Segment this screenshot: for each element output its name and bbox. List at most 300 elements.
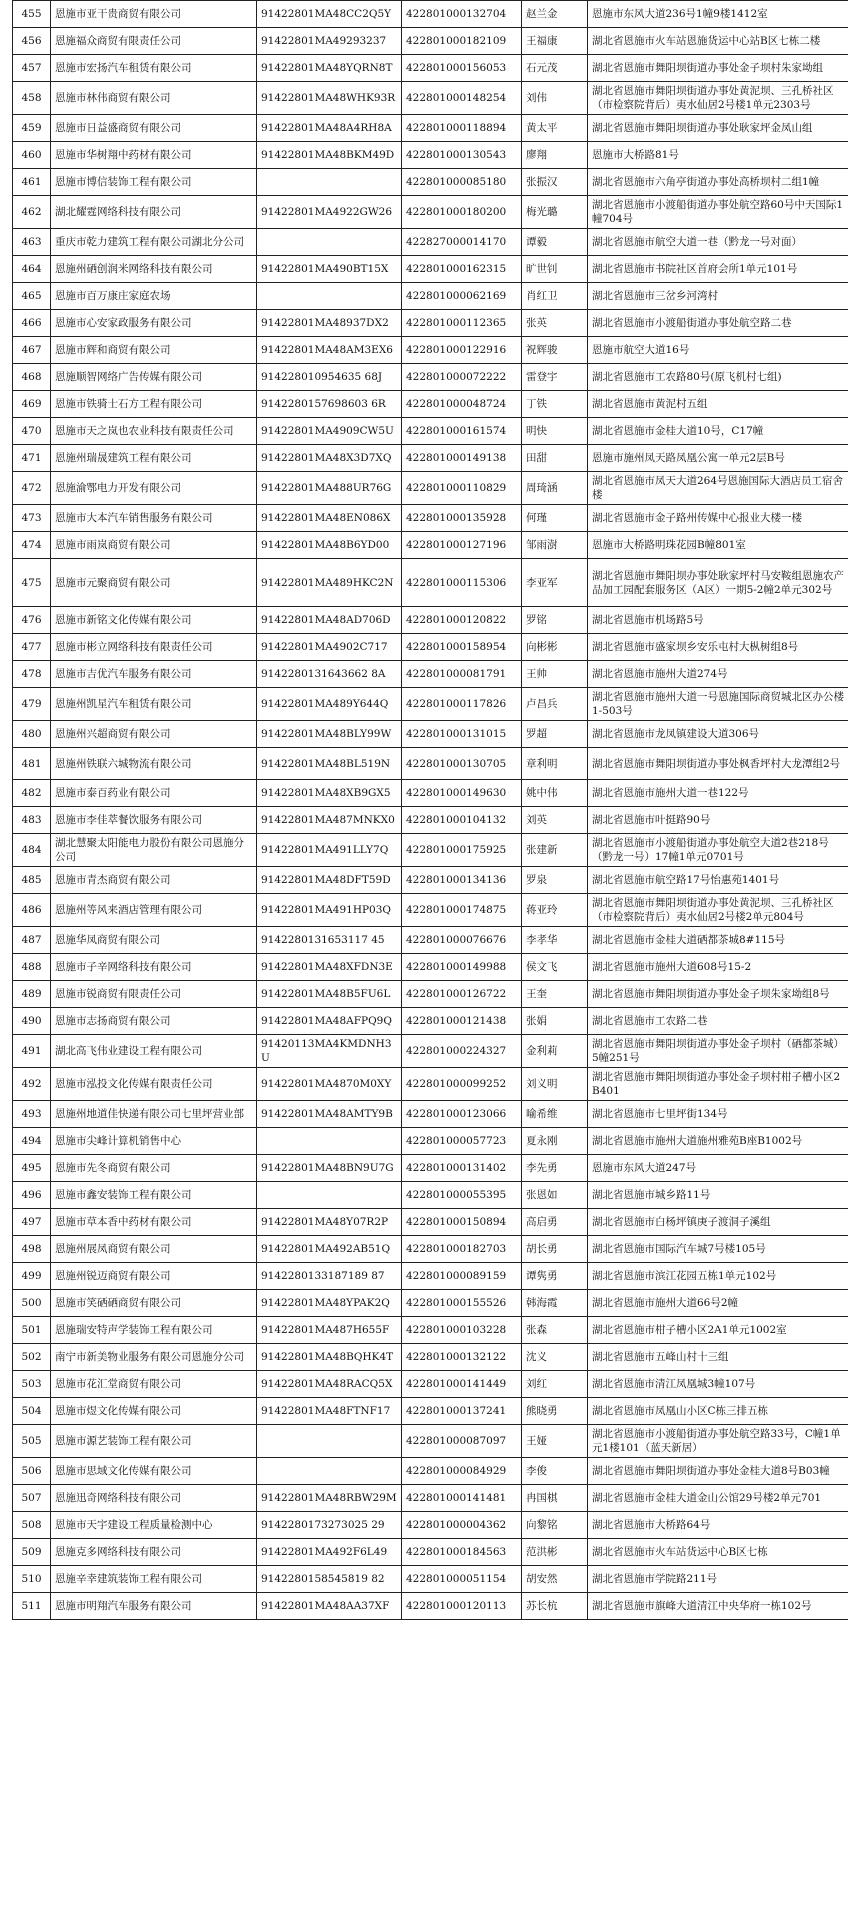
row-number-cell: 496 [13,1182,51,1209]
company-name-cell: 恩施州兴超商贸有限公司 [51,721,257,748]
table-row [13,634,848,661]
registration-number-cell: 422801000182109 [402,28,522,55]
row-number-cell: 480 [13,721,51,748]
address-cell: 湖北省恩施市舞阳坝街道办事处金桂大道8号B03幢 [588,1458,848,1485]
company-name-cell: 恩施市天宇建设工程质量检测中心 [51,1512,257,1539]
registration-number-cell: 422801000132704 [402,1,522,28]
address-cell: 湖北省恩施市盛家坝乡安乐屯村大枞树组8号 [588,634,848,661]
credit-code-cell: 91422801MA49293237 [257,28,402,55]
company-name-cell: 恩施市思域文化传媒有限公司 [51,1458,257,1485]
legal-representative-cell: 张娟 [522,1008,588,1035]
credit-code-cell: 91422801MA48B5FU6L [257,981,402,1008]
address-cell: 湖北省恩施市凤凰山小区C栋三排五栋 [588,1398,848,1425]
row-number-cell: 508 [13,1512,51,1539]
table-row [13,1371,848,1398]
row-number-cell: 492 [13,1068,51,1101]
registration-number-cell: 422801000149988 [402,954,522,981]
table-row [13,1317,848,1344]
credit-code-cell: 91422801MA48AMTY9B [257,1101,402,1128]
legal-representative-cell: 王福康 [522,28,588,55]
company-name-cell: 恩施州瑞晟建筑工程有限公司 [51,445,257,472]
table-row [13,115,848,142]
credit-code-cell: 91422801MA48WHK93R [257,82,402,115]
address-cell: 湖北省恩施市航空大道一巷（黔龙一号对面） [588,229,848,256]
credit-code-cell: 91422801MA4909CW5U [257,418,402,445]
company-name-cell: 恩施市大本汽车销售服务有限公司 [51,505,257,532]
row-number-cell: 472 [13,472,51,505]
company-name-cell: 恩施市心安家政服务有限公司 [51,310,257,337]
legal-representative-cell: 刘红 [522,1371,588,1398]
table-row [13,1485,848,1512]
row-number-cell: 459 [13,115,51,142]
row-number-cell: 484 [13,834,51,867]
row-number-cell: 476 [13,607,51,634]
row-number-cell: 495 [13,1155,51,1182]
row-number-cell: 498 [13,1236,51,1263]
table-row [13,142,848,169]
legal-representative-cell: 张森 [522,1317,588,1344]
registration-number-cell: 422801000099252 [402,1068,522,1101]
company-name-cell: 恩施州地道佳快递有限公司七里坪营业部 [51,1101,257,1128]
company-name-cell: 恩施市泰百药业有限公司 [51,780,257,807]
company-name-cell: 恩施顺智网络广告传媒有限公司 [51,364,257,391]
company-name-cell: 恩施市新铭文化传媒有限公司 [51,607,257,634]
table-row [13,1209,848,1236]
row-number-cell: 482 [13,780,51,807]
row-number-cell: 464 [13,256,51,283]
address-cell: 湖北省恩施市舞阳坝街道办事处金子坝村朱家坳组 [588,55,848,82]
registration-number-cell: 422801000174875 [402,894,522,927]
legal-representative-cell: 沈义 [522,1344,588,1371]
credit-code-cell: 91422801MA48EN086X [257,505,402,532]
registration-number-cell: 422827000014170 [402,229,522,256]
table-row [13,1068,848,1101]
address-cell: 湖北省恩施市小渡船街道办事处航空路二巷 [588,310,848,337]
credit-code-cell: 91422801MA48BKM49D [257,142,402,169]
row-number-cell: 487 [13,927,51,954]
legal-representative-cell: 卢昌兵 [522,688,588,721]
credit-code-cell: 91422801MA491HP03Q [257,894,402,927]
legal-representative-cell: 罗铭 [522,607,588,634]
legal-representative-cell: 张振汉 [522,169,588,196]
credit-code-cell: 91422801MA489Y644Q [257,688,402,721]
company-name-cell: 恩施市铁骑士石方工程有限公司 [51,391,257,418]
table-row [13,1035,848,1068]
address-cell: 湖北省恩施市施州大道274号 [588,661,848,688]
address-cell: 湖北省恩施市施州大道608号15-2 [588,954,848,981]
address-cell: 湖北省恩施市大桥路64号 [588,1512,848,1539]
legal-representative-cell: 雷登宇 [522,364,588,391]
table-row [13,1263,848,1290]
table-row [13,1101,848,1128]
legal-representative-cell: 谭毅 [522,229,588,256]
address-cell: 恩施市航空大道16号 [588,337,848,364]
legal-representative-cell: 夏永刚 [522,1128,588,1155]
row-number-cell: 494 [13,1128,51,1155]
row-number-cell: 490 [13,1008,51,1035]
address-cell: 湖北省恩施市黄泥村五组 [588,391,848,418]
credit-code-cell: 91422801MA48BQHK4T [257,1344,402,1371]
table-row [13,1,848,28]
address-cell: 湖北省恩施市七里坪街134号 [588,1101,848,1128]
registration-number-cell: 422801000112365 [402,310,522,337]
legal-representative-cell: 邹雨澍 [522,532,588,559]
legal-representative-cell: 丁铁 [522,391,588,418]
company-name-cell: 恩施市元聚商贸有限公司 [51,559,257,607]
row-number-cell: 499 [13,1263,51,1290]
table-row [13,256,848,283]
legal-representative-cell: 张建新 [522,834,588,867]
company-name-cell: 恩施市吉优汽车服务有限公司 [51,661,257,688]
registration-number-cell: 422801000175925 [402,834,522,867]
table-row [13,1182,848,1209]
address-cell: 湖北省恩施市小渡船街道办事处航空大道2巷218号（黔龙一号）17幢1单元0701号 [588,834,848,867]
address-cell: 湖北省恩施市龙凤镇建设大道306号 [588,721,848,748]
address-cell: 湖北省恩施市舞阳坝街道办事处金子坝村（硒都茶城）5幢251号 [588,1035,848,1068]
address-cell: 湖北省恩施市白杨坪镇庚子渡洞子溪组 [588,1209,848,1236]
table-row [13,780,848,807]
company-name-cell: 恩施市百万康庄家庭农场 [51,283,257,310]
credit-code-cell: 91422801MA48AFPQ9Q [257,1008,402,1035]
registration-number-cell: 422801000057723 [402,1128,522,1155]
company-name-cell: 恩施市李佳萃餐饮服务有限公司 [51,807,257,834]
company-registry-table [12,0,848,1620]
registration-number-cell: 422801000134136 [402,867,522,894]
registration-number-cell: 422801000148254 [402,82,522,115]
row-number-cell: 468 [13,364,51,391]
credit-code-cell [257,283,402,310]
legal-representative-cell: 肖红卫 [522,283,588,310]
address-cell: 湖北省恩施市金子路州传媒中心报业大楼一楼 [588,505,848,532]
row-number-cell: 481 [13,748,51,780]
credit-code-cell: 91422801MA488UR76G [257,472,402,505]
row-number-cell: 477 [13,634,51,661]
company-name-cell: 恩施市鑫安装饰工程有限公司 [51,1182,257,1209]
legal-representative-cell: 田甜 [522,445,588,472]
registration-number-cell: 422801000131402 [402,1155,522,1182]
legal-representative-cell: 张英 [522,310,588,337]
row-number-cell: 501 [13,1317,51,1344]
credit-code-cell: 91422801MA4870M0XY [257,1068,402,1101]
credit-code-cell [257,1425,402,1458]
table-row [13,1236,848,1263]
company-name-cell: 恩施市雨岚商贸有限公司 [51,532,257,559]
address-cell: 湖北省恩施市金桂大道10号，C17幢 [588,418,848,445]
legal-representative-cell: 冉国棋 [522,1485,588,1512]
legal-representative-cell: 王奎 [522,981,588,1008]
row-number-cell: 488 [13,954,51,981]
credit-code-cell: 9142280157698603 6R [257,391,402,418]
table-row [13,688,848,721]
row-number-cell: 506 [13,1458,51,1485]
legal-representative-cell: 胡安然 [522,1566,588,1593]
row-number-cell: 456 [13,28,51,55]
registration-number-cell: 422801000156053 [402,55,522,82]
company-name-cell: 恩施州展凤商贸有限公司 [51,1236,257,1263]
legal-representative-cell: 何瑾 [522,505,588,532]
address-cell: 湖北省恩施市清江凤凰城3幢107号 [588,1371,848,1398]
company-name-cell: 恩施市志扬商贸有限公司 [51,1008,257,1035]
row-number-cell: 502 [13,1344,51,1371]
credit-code-cell: 91422801MA48XFDN3E [257,954,402,981]
row-number-cell: 503 [13,1371,51,1398]
company-name-cell: 恩施市明翔汽车服务有限公司 [51,1593,257,1620]
company-name-cell: 恩施市煜文化传媒有限公司 [51,1398,257,1425]
company-name-cell: 恩施市博信装饰工程有限公司 [51,169,257,196]
registration-number-cell: 422801000130543 [402,142,522,169]
row-number-cell: 511 [13,1593,51,1620]
row-number-cell: 507 [13,1485,51,1512]
row-number-cell: 473 [13,505,51,532]
registration-number-cell: 422801000118894 [402,115,522,142]
credit-code-cell: 9142280173273025 29 [257,1512,402,1539]
row-number-cell: 479 [13,688,51,721]
address-cell: 湖北省恩施市国际汽车城7号楼105号 [588,1236,848,1263]
legal-representative-cell: 黄太平 [522,115,588,142]
legal-representative-cell: 李孝华 [522,927,588,954]
row-number-cell: 497 [13,1209,51,1236]
table-row [13,28,848,55]
row-number-cell: 483 [13,807,51,834]
address-cell: 湖北省恩施市火车站货运中心B区七栋 [588,1539,848,1566]
table-row [13,1128,848,1155]
credit-code-cell: 91422801MA490BT15X [257,256,402,283]
credit-code-cell: 91422801MA48RBW29M [257,1485,402,1512]
credit-code-cell [257,1182,402,1209]
registration-number-cell: 422801000121438 [402,1008,522,1035]
company-name-cell: 恩施辛幸建筑装饰工程有限公司 [51,1566,257,1593]
credit-code-cell: 9142280131653117 45 [257,927,402,954]
legal-representative-cell: 喻希维 [522,1101,588,1128]
registration-number-cell: 422801000085180 [402,169,522,196]
credit-code-cell: 91422801MA48Y07R2P [257,1209,402,1236]
credit-code-cell: 91422801MA48XB9GX5 [257,780,402,807]
registration-number-cell: 422801000224327 [402,1035,522,1068]
company-name-cell: 湖北慧聚太阳能电力股份有限公司恩施分公司 [51,834,257,867]
legal-representative-cell: 范洪彬 [522,1539,588,1566]
credit-code-cell: 91422801MA48BLY99W [257,721,402,748]
table-row [13,1344,848,1371]
address-cell: 湖北省恩施市火车站恩施货运中心站B区七栋二楼 [588,28,848,55]
address-cell: 湖北省恩施市三岔乡河湾村 [588,283,848,310]
legal-representative-cell: 胡长勇 [522,1236,588,1263]
table-row [13,337,848,364]
address-cell: 湖北省恩施市五峰山村十三组 [588,1344,848,1371]
credit-code-cell: 91422801MA489HKC2N [257,559,402,607]
address-cell: 湖北省恩施市六角亭街道办事处高桥坝村二组1幢 [588,169,848,196]
registration-number-cell: 422801000072222 [402,364,522,391]
table-row [13,532,848,559]
registry-sheet [12,0,848,1920]
table-row [13,834,848,867]
registration-number-cell: 422801000149630 [402,780,522,807]
credit-code-cell: 91422801MA492F6L49 [257,1539,402,1566]
legal-representative-cell: 谭隽勇 [522,1263,588,1290]
table-row [13,807,848,834]
credit-code-cell: 91422801MA487MNKX0 [257,807,402,834]
table-row [13,364,848,391]
address-cell: 恩施市大桥路明珠花园B幢801室 [588,532,848,559]
table-row [13,981,848,1008]
company-name-cell: 恩施市笑硒硒商贸有限公司 [51,1290,257,1317]
table-row [13,310,848,337]
row-number-cell: 485 [13,867,51,894]
row-number-cell: 457 [13,55,51,82]
registration-number-cell: 422801000048724 [402,391,522,418]
credit-code-cell: 91422801MA4902C717 [257,634,402,661]
row-number-cell: 510 [13,1566,51,1593]
credit-code-cell: 91422801MA48X3D7XQ [257,445,402,472]
table-row [13,1008,848,1035]
registration-number-cell: 422801000135928 [402,505,522,532]
row-number-cell: 460 [13,142,51,169]
legal-representative-cell: 罗超 [522,721,588,748]
company-name-cell: 恩施市辉和商贸有限公司 [51,337,257,364]
registration-number-cell: 422801000055395 [402,1182,522,1209]
address-cell: 湖北省恩施市机场路5号 [588,607,848,634]
credit-code-cell: 91422801MA48BN9U7G [257,1155,402,1182]
row-number-cell: 474 [13,532,51,559]
legal-representative-cell: 赵兰金 [522,1,588,28]
legal-representative-cell: 李亚军 [522,559,588,607]
table-row [13,1512,848,1539]
table-row [13,445,848,472]
table-row [13,1290,848,1317]
company-name-cell: 湖北高飞伟业建设工程有限公司 [51,1035,257,1068]
legal-representative-cell: 苏长杭 [522,1593,588,1620]
row-number-cell: 505 [13,1425,51,1458]
credit-code-cell: 91420113MA4KMDNH3U [257,1035,402,1068]
row-number-cell: 469 [13,391,51,418]
table-row [13,229,848,256]
address-cell: 湖北省恩施市舞阳坝街道办事处金子坝村柑子槽小区2B401 [588,1068,848,1101]
company-name-cell: 恩施州硒创润米网络科技有限公司 [51,256,257,283]
credit-code-cell: 91422801MA48FTNF17 [257,1398,402,1425]
registration-number-cell: 422801000123066 [402,1101,522,1128]
table-row [13,1425,848,1458]
registration-number-cell: 422801000126722 [402,981,522,1008]
credit-code-cell: 91422801MA48A4RH8A [257,115,402,142]
address-cell: 湖北省恩施市舞阳坝街道办事处黄泥坝、三孔桥社区（市检察院背后）夷水仙居2号楼1单元2303号 [588,82,848,115]
legal-representative-cell: 王帅 [522,661,588,688]
legal-representative-cell: 侯文飞 [522,954,588,981]
legal-representative-cell: 高启勇 [522,1209,588,1236]
company-name-cell: 湖北耀霆网络科技有限公司 [51,196,257,229]
legal-representative-cell: 向彬彬 [522,634,588,661]
row-number-cell: 486 [13,894,51,927]
company-name-cell: 恩施州锐迈商贸有限公司 [51,1263,257,1290]
legal-representative-cell: 金利莉 [522,1035,588,1068]
company-name-cell: 恩施市源艺装饰工程有限公司 [51,1425,257,1458]
company-name-cell: 恩施市泓投文化传媒有限责任公司 [51,1068,257,1101]
table-row [13,196,848,229]
row-number-cell: 467 [13,337,51,364]
legal-representative-cell: 梅光璐 [522,196,588,229]
registration-number-cell: 422801000155526 [402,1290,522,1317]
company-name-cell: 恩施克多网络科技有限公司 [51,1539,257,1566]
address-cell: 湖北省恩施市小渡船街道办事处航空路33号，C幢1单元1楼101（蓝天新居） [588,1425,848,1458]
registration-number-cell: 422801000162315 [402,256,522,283]
credit-code-cell: 9142280158545819 82 [257,1566,402,1593]
address-cell: 湖北省恩施市小渡船街道办事处航空路60号中天国际1幢704号 [588,196,848,229]
registration-number-cell: 422801000180200 [402,196,522,229]
row-number-cell: 489 [13,981,51,1008]
company-name-cell: 恩施市子辛网络科技有限公司 [51,954,257,981]
registration-number-cell: 422801000131015 [402,721,522,748]
table-row [13,559,848,607]
legal-representative-cell: 章利明 [522,748,588,780]
company-name-cell: 恩施市宏扬汽车租赁有限公司 [51,55,257,82]
company-name-cell: 恩施市亚干贵商贸有限公司 [51,1,257,28]
address-cell: 湖北省恩施市工农路二巷 [588,1008,848,1035]
registration-number-cell: 422801000141481 [402,1485,522,1512]
company-name-cell: 恩施市天之岚也农业科技有限责任公司 [51,418,257,445]
address-cell: 湖北省恩施市施州大道一巷122号 [588,780,848,807]
table-row [13,1593,848,1620]
credit-code-cell: 91422801MA48AM3EX6 [257,337,402,364]
address-cell: 湖北省恩施市施州大道66号2幢 [588,1290,848,1317]
registration-number-cell: 422801000089159 [402,1263,522,1290]
registration-number-cell: 422801000158954 [402,634,522,661]
company-name-cell: 南宁市新美物业服务有限公司恩施分公司 [51,1344,257,1371]
address-cell: 湖北省恩施市航空路17号怡惠苑1401号 [588,867,848,894]
legal-representative-cell: 李俊 [522,1458,588,1485]
legal-representative-cell: 姚中伟 [522,780,588,807]
credit-code-cell [257,1458,402,1485]
credit-code-cell: 91422801MA48AA37XF [257,1593,402,1620]
row-number-cell: 491 [13,1035,51,1068]
credit-code-cell: 91422801MA48B6YD00 [257,532,402,559]
table-row [13,927,848,954]
legal-representative-cell: 刘伟 [522,82,588,115]
legal-representative-cell: 熊晓勇 [522,1398,588,1425]
address-cell: 湖北省恩施市学院路211号 [588,1566,848,1593]
registration-number-cell: 422801000182703 [402,1236,522,1263]
row-number-cell: 509 [13,1539,51,1566]
row-number-cell: 471 [13,445,51,472]
address-cell: 湖北省恩施市柑子槽小区2A1单元1002室 [588,1317,848,1344]
registration-number-cell: 422801000149138 [402,445,522,472]
registration-number-cell: 422801000103228 [402,1317,522,1344]
table-row [13,1398,848,1425]
address-cell: 恩施市施州凤天路凤凰公寓一单元2层B号 [588,445,848,472]
registration-number-cell: 422801000104132 [402,807,522,834]
company-name-cell: 恩施市日益盛商贸有限公司 [51,115,257,142]
company-name-cell: 恩施市先冬商贸有限公司 [51,1155,257,1182]
table-row [13,721,848,748]
legal-representative-cell: 廖翔 [522,142,588,169]
registration-number-cell: 422801000051154 [402,1566,522,1593]
row-number-cell: 504 [13,1398,51,1425]
company-name-cell: 恩施瑞安特声学装饰工程有限公司 [51,1317,257,1344]
legal-representative-cell: 王娅 [522,1425,588,1458]
registration-number-cell: 422801000004362 [402,1512,522,1539]
company-name-cell: 恩施市锐商贸有限责任公司 [51,981,257,1008]
company-name-cell: 恩施州等风来酒店管理有限公司 [51,894,257,927]
table-row [13,1458,848,1485]
company-name-cell: 恩施州凯星汽车租赁有限公司 [51,688,257,721]
address-cell: 湖北省恩施市滨江花园五栋1单元102号 [588,1263,848,1290]
credit-code-cell: 91422801MA4922GW26 [257,196,402,229]
row-number-cell: 463 [13,229,51,256]
row-number-cell: 500 [13,1290,51,1317]
address-cell: 湖北省恩施市叶挺路90号 [588,807,848,834]
address-cell: 湖北省恩施市舞阳坝街道办事处黄泥坝、三孔桥社区（市检察院背后）夷水仙居2号楼2单元804号 [588,894,848,927]
credit-code-cell: 9142280131643662 8A [257,661,402,688]
table-row [13,283,848,310]
legal-representative-cell: 明快 [522,418,588,445]
credit-code-cell: 91422801MA48YPAK2Q [257,1290,402,1317]
